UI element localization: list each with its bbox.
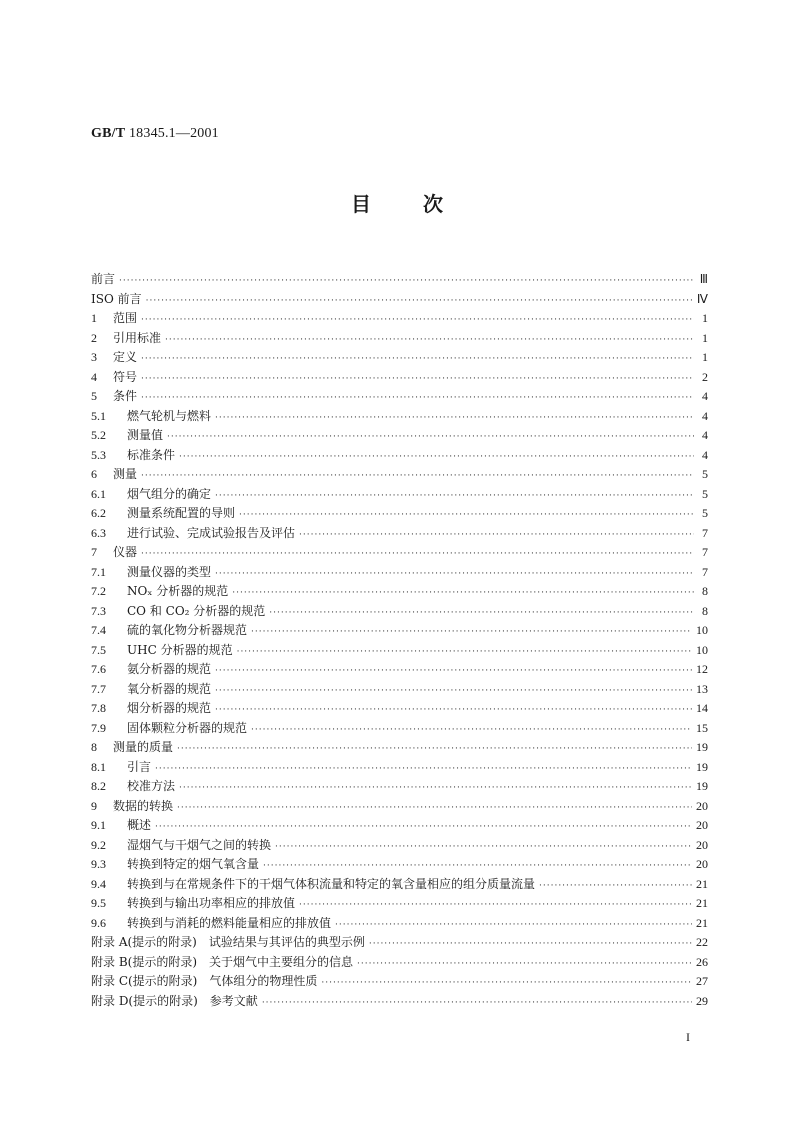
dot-leader bbox=[141, 387, 694, 407]
dot-leader bbox=[155, 758, 692, 778]
toc-entry-page: 26 bbox=[696, 954, 708, 969]
dot-leader bbox=[299, 894, 692, 914]
dot-leader bbox=[215, 563, 694, 583]
toc-entry-number: 7.7 bbox=[91, 681, 106, 696]
toc-entry[interactable] bbox=[91, 329, 708, 349]
toc-entry-number: 3 bbox=[91, 350, 97, 364]
toc-entry-page: 21 bbox=[696, 915, 708, 930]
toc-entry-page: 29 bbox=[696, 993, 708, 1008]
toc-entry[interactable] bbox=[91, 290, 708, 310]
toc-entry-page: 7 bbox=[702, 525, 708, 540]
toc-entry-page: 21 bbox=[696, 896, 708, 910]
toc-entry-label: 转换到与输出功率相应的排放值 bbox=[127, 896, 296, 910]
toc-entry-page: 5 bbox=[702, 486, 708, 501]
toc-entry-page: 20 bbox=[696, 837, 708, 852]
dot-leader bbox=[275, 836, 692, 856]
toc-entry[interactable] bbox=[91, 563, 708, 583]
toc-entry-number: 7.9 bbox=[91, 720, 106, 735]
dot-leader bbox=[119, 270, 694, 290]
toc-entry-label: 固体颗粒分析器的规范 bbox=[127, 720, 248, 735]
dot-leader bbox=[321, 972, 692, 992]
toc-entry-label: 附录 C(提示的附录) 气体组分的物理性质 bbox=[91, 974, 318, 988]
dot-leader bbox=[335, 914, 692, 934]
toc-entry[interactable] bbox=[91, 797, 708, 817]
toc-entry[interactable] bbox=[91, 660, 708, 680]
toc-entry-label: 数据的转换 bbox=[113, 798, 174, 813]
toc-entry-page: 10 bbox=[696, 623, 708, 637]
toc-entry-label: 附录 A(提示的附录) 试验结果与其评估的典型示例 bbox=[91, 935, 365, 949]
toc-entry[interactable] bbox=[91, 738, 708, 758]
dot-leader bbox=[141, 465, 694, 485]
page-number: I bbox=[686, 1030, 690, 1044]
toc-entry[interactable] bbox=[91, 758, 708, 778]
toc-entry-number: 9.2 bbox=[91, 837, 106, 852]
toc-entry-label: 转换到与消耗的燃料能量相应的排放值 bbox=[127, 915, 332, 930]
toc-entry[interactable] bbox=[91, 933, 708, 953]
toc-entry-number: 7.6 bbox=[91, 662, 106, 676]
toc-entry-page: 4 bbox=[702, 428, 708, 442]
toc-entry-label: CO 和 CO₂ 分析器的规范 bbox=[127, 603, 266, 618]
dot-leader bbox=[251, 621, 692, 641]
toc-entry-label: UHC 分析器的规范 bbox=[127, 642, 233, 657]
toc-entry-page: 7 bbox=[702, 545, 708, 559]
dot-leader bbox=[141, 368, 694, 388]
toc-entry[interactable] bbox=[91, 875, 708, 895]
toc-entry-page: 1 bbox=[702, 311, 708, 325]
dot-leader bbox=[232, 582, 694, 602]
dot-leader bbox=[215, 407, 694, 427]
toc-entry[interactable] bbox=[91, 348, 708, 368]
toc-entry-number: 7.8 bbox=[91, 701, 106, 715]
dot-leader bbox=[262, 992, 692, 1012]
toc-entry-number: 6.1 bbox=[91, 486, 106, 501]
toc-entry-page: 13 bbox=[696, 681, 708, 696]
toc-entry-number: 8.1 bbox=[91, 759, 106, 774]
dot-leader bbox=[167, 426, 694, 446]
toc-entry-number: 2 bbox=[91, 330, 97, 345]
toc-entry-label: 引用标准 bbox=[113, 330, 162, 345]
toc-entry-number: 5.3 bbox=[91, 447, 106, 462]
toc-entry-label: 附录 B(提示的附录) 关于烟气中主要组分的信息 bbox=[91, 954, 353, 969]
toc-entry-number: 9.4 bbox=[91, 876, 106, 891]
toc-entry-number: 7.1 bbox=[91, 564, 106, 579]
toc-entry-page: 8 bbox=[702, 603, 708, 618]
toc-entry-page: 10 bbox=[696, 642, 708, 657]
dot-leader bbox=[299, 524, 694, 544]
toc-entry[interactable] bbox=[91, 446, 708, 466]
toc-entry[interactable] bbox=[91, 699, 708, 719]
toc-entry-label: 湿烟气与干烟气之间的转换 bbox=[127, 837, 272, 852]
toc-entry-label: 测量值 bbox=[127, 428, 164, 442]
toc-entry-number: 6 bbox=[91, 467, 97, 481]
dot-leader bbox=[263, 855, 692, 875]
dot-leader bbox=[215, 485, 694, 505]
dot-leader bbox=[141, 309, 694, 329]
dot-leader bbox=[237, 641, 692, 661]
toc-entry[interactable] bbox=[91, 504, 708, 524]
toc-entry-label: 转换到与在常规条件下的干烟气体积流量和特定的氧含量相应的组分质量流量 bbox=[127, 876, 536, 891]
page-title-part1: 目 bbox=[351, 192, 371, 216]
toc-entry-page: 27 bbox=[696, 974, 708, 988]
toc-entry-label: 定义 bbox=[113, 350, 138, 364]
toc-entry-label: 校准方法 bbox=[127, 779, 176, 793]
toc-entry-page: 2 bbox=[702, 369, 708, 384]
toc-entry-label: NOₓ 分析器的规范 bbox=[127, 584, 229, 598]
toc-entry[interactable] bbox=[91, 621, 708, 641]
toc-entry-label: 烟气组分的确定 bbox=[127, 486, 212, 501]
toc-entry-page: 4 bbox=[702, 408, 708, 423]
toc-entry[interactable] bbox=[91, 641, 708, 661]
toc-entry-label: 概述 bbox=[127, 818, 152, 832]
toc-entry-label: 引言 bbox=[127, 759, 152, 774]
toc-entry-number: 7.5 bbox=[91, 642, 106, 657]
toc-entry-label: 测量的质量 bbox=[113, 740, 174, 754]
dot-leader bbox=[146, 290, 693, 310]
toc-entry-page: 1 bbox=[702, 350, 708, 364]
toc-entry[interactable] bbox=[91, 836, 708, 856]
toc-entry-number: 9.6 bbox=[91, 915, 106, 930]
toc-entry[interactable] bbox=[91, 894, 708, 914]
toc-entry[interactable] bbox=[91, 543, 708, 563]
standard-code-number: 18345.1—2001 bbox=[128, 126, 219, 141]
toc-entry-number: 8.2 bbox=[91, 779, 106, 793]
toc-entry-number: 9.3 bbox=[91, 857, 106, 871]
dot-leader bbox=[155, 816, 692, 836]
dot-leader bbox=[177, 797, 692, 817]
dot-leader bbox=[215, 660, 692, 680]
toc-entry[interactable] bbox=[91, 972, 708, 992]
toc-entry-label: 条件 bbox=[113, 389, 138, 403]
toc-entry-label: 仪器 bbox=[113, 545, 138, 559]
toc-entry-number: 9.1 bbox=[91, 818, 106, 832]
toc-entry-number: 5.2 bbox=[91, 428, 106, 442]
dot-leader bbox=[179, 446, 694, 466]
toc-entry-page: Ⅲ bbox=[699, 272, 708, 286]
toc-entry-label: 附录 D(提示的附录) 参考文献 bbox=[91, 993, 258, 1008]
toc-entry-page: 8 bbox=[702, 584, 708, 598]
toc-entry-page: 21 bbox=[696, 876, 708, 891]
toc-entry[interactable] bbox=[91, 270, 708, 290]
toc-entry-number: 7.3 bbox=[91, 603, 106, 618]
toc-entry-number: 1 bbox=[91, 311, 97, 325]
toc-entry[interactable] bbox=[91, 309, 708, 329]
toc-entry-page: 19 bbox=[696, 740, 708, 754]
toc-entry-number: 7 bbox=[91, 545, 97, 559]
page-title bbox=[0, 188, 794, 217]
toc-entry-page: 20 bbox=[696, 857, 708, 871]
toc-entry-page: 20 bbox=[696, 798, 708, 813]
toc-entry[interactable] bbox=[91, 953, 708, 973]
dot-leader bbox=[179, 777, 692, 797]
toc-entry-number: 6.3 bbox=[91, 525, 106, 540]
toc-entry-label: 氨分析器的规范 bbox=[127, 662, 212, 676]
toc-entry-label: 符号 bbox=[113, 369, 138, 384]
dot-leader bbox=[369, 933, 692, 953]
dot-leader bbox=[269, 602, 694, 622]
toc-entry-number: 6.2 bbox=[91, 506, 106, 520]
toc-entry-label: 转换到特定的烟气氧含量 bbox=[127, 857, 260, 871]
toc-entry[interactable] bbox=[91, 407, 708, 427]
toc-entry[interactable] bbox=[91, 368, 708, 388]
toc-entry[interactable] bbox=[91, 465, 708, 485]
toc-entry-page: 5 bbox=[702, 467, 708, 481]
toc-entry-label: 测量仪器的类型 bbox=[127, 564, 212, 579]
toc-entry[interactable] bbox=[91, 387, 708, 407]
toc-entry-page: 12 bbox=[696, 662, 708, 676]
dot-leader bbox=[215, 699, 692, 719]
toc-entry[interactable] bbox=[91, 719, 708, 739]
toc-entry-label: 测量 bbox=[113, 467, 138, 481]
toc-entry[interactable] bbox=[91, 485, 708, 505]
toc-entry-label: 测量系统配置的导则 bbox=[127, 506, 236, 520]
toc-entry-page: 22 bbox=[696, 935, 708, 949]
toc-entry-number: 5.1 bbox=[91, 408, 106, 423]
toc-entry-label: 标准条件 bbox=[127, 447, 176, 462]
toc-entry-page: 1 bbox=[702, 330, 708, 345]
toc-entry-number: 7.4 bbox=[91, 623, 106, 637]
toc-entry-label: 前言 bbox=[91, 272, 116, 286]
dot-leader bbox=[215, 680, 692, 700]
toc-entry-page: 4 bbox=[702, 447, 708, 462]
toc-entry[interactable] bbox=[91, 680, 708, 700]
toc-entry-label: 硫的氧化物分析器规范 bbox=[127, 623, 248, 637]
dot-leader bbox=[141, 348, 694, 368]
toc-entry[interactable] bbox=[91, 426, 708, 446]
toc-entry[interactable] bbox=[91, 777, 708, 797]
toc-entry-page: 4 bbox=[702, 389, 708, 403]
dot-leader bbox=[539, 875, 692, 895]
toc-entry-number: 5 bbox=[91, 389, 97, 403]
dot-leader bbox=[141, 543, 694, 563]
toc-entry[interactable] bbox=[91, 992, 708, 1012]
toc-entry[interactable] bbox=[91, 855, 708, 875]
toc-entry[interactable] bbox=[91, 602, 708, 622]
toc-entry-number: 7.2 bbox=[91, 584, 106, 598]
toc-entry-page: 5 bbox=[702, 506, 708, 520]
standard-code-prefix: GB/T bbox=[91, 126, 126, 141]
dot-leader bbox=[239, 504, 694, 524]
toc-entry[interactable] bbox=[91, 816, 708, 836]
toc-entry-label: 燃气轮机与燃料 bbox=[127, 408, 212, 423]
toc-entry[interactable] bbox=[91, 914, 708, 934]
page-title-part2: 次 bbox=[423, 192, 443, 216]
toc-entry-page: 14 bbox=[696, 701, 708, 715]
toc-entry-page: 19 bbox=[696, 759, 708, 774]
toc-entry[interactable] bbox=[91, 582, 708, 602]
standard-code bbox=[91, 126, 219, 142]
table-of-contents bbox=[91, 270, 708, 1011]
toc-entry-label: ISO 前言 bbox=[91, 291, 142, 306]
toc-entry-label: 烟分析器的规范 bbox=[127, 701, 212, 715]
toc-entry-page: 20 bbox=[696, 818, 708, 832]
toc-entry-page: 7 bbox=[702, 564, 708, 579]
toc-entry[interactable] bbox=[91, 524, 708, 544]
toc-entry-label: 范围 bbox=[113, 311, 138, 325]
toc-entry-number: 4 bbox=[91, 369, 97, 384]
toc-entry-number: 9 bbox=[91, 798, 97, 813]
dot-leader bbox=[177, 738, 692, 758]
toc-entry-number: 9.5 bbox=[91, 896, 106, 910]
toc-entry-page: 19 bbox=[696, 779, 708, 793]
dot-leader bbox=[357, 953, 692, 973]
toc-entry-label: 氧分析器的规范 bbox=[127, 681, 212, 696]
toc-entry-page: Ⅳ bbox=[696, 291, 708, 306]
dot-leader bbox=[251, 719, 692, 739]
toc-entry-page: 15 bbox=[696, 720, 708, 735]
toc-entry-number: 8 bbox=[91, 740, 97, 754]
dot-leader bbox=[165, 329, 694, 349]
toc-entry-label: 进行试验、完成试验报告及评估 bbox=[127, 525, 296, 540]
